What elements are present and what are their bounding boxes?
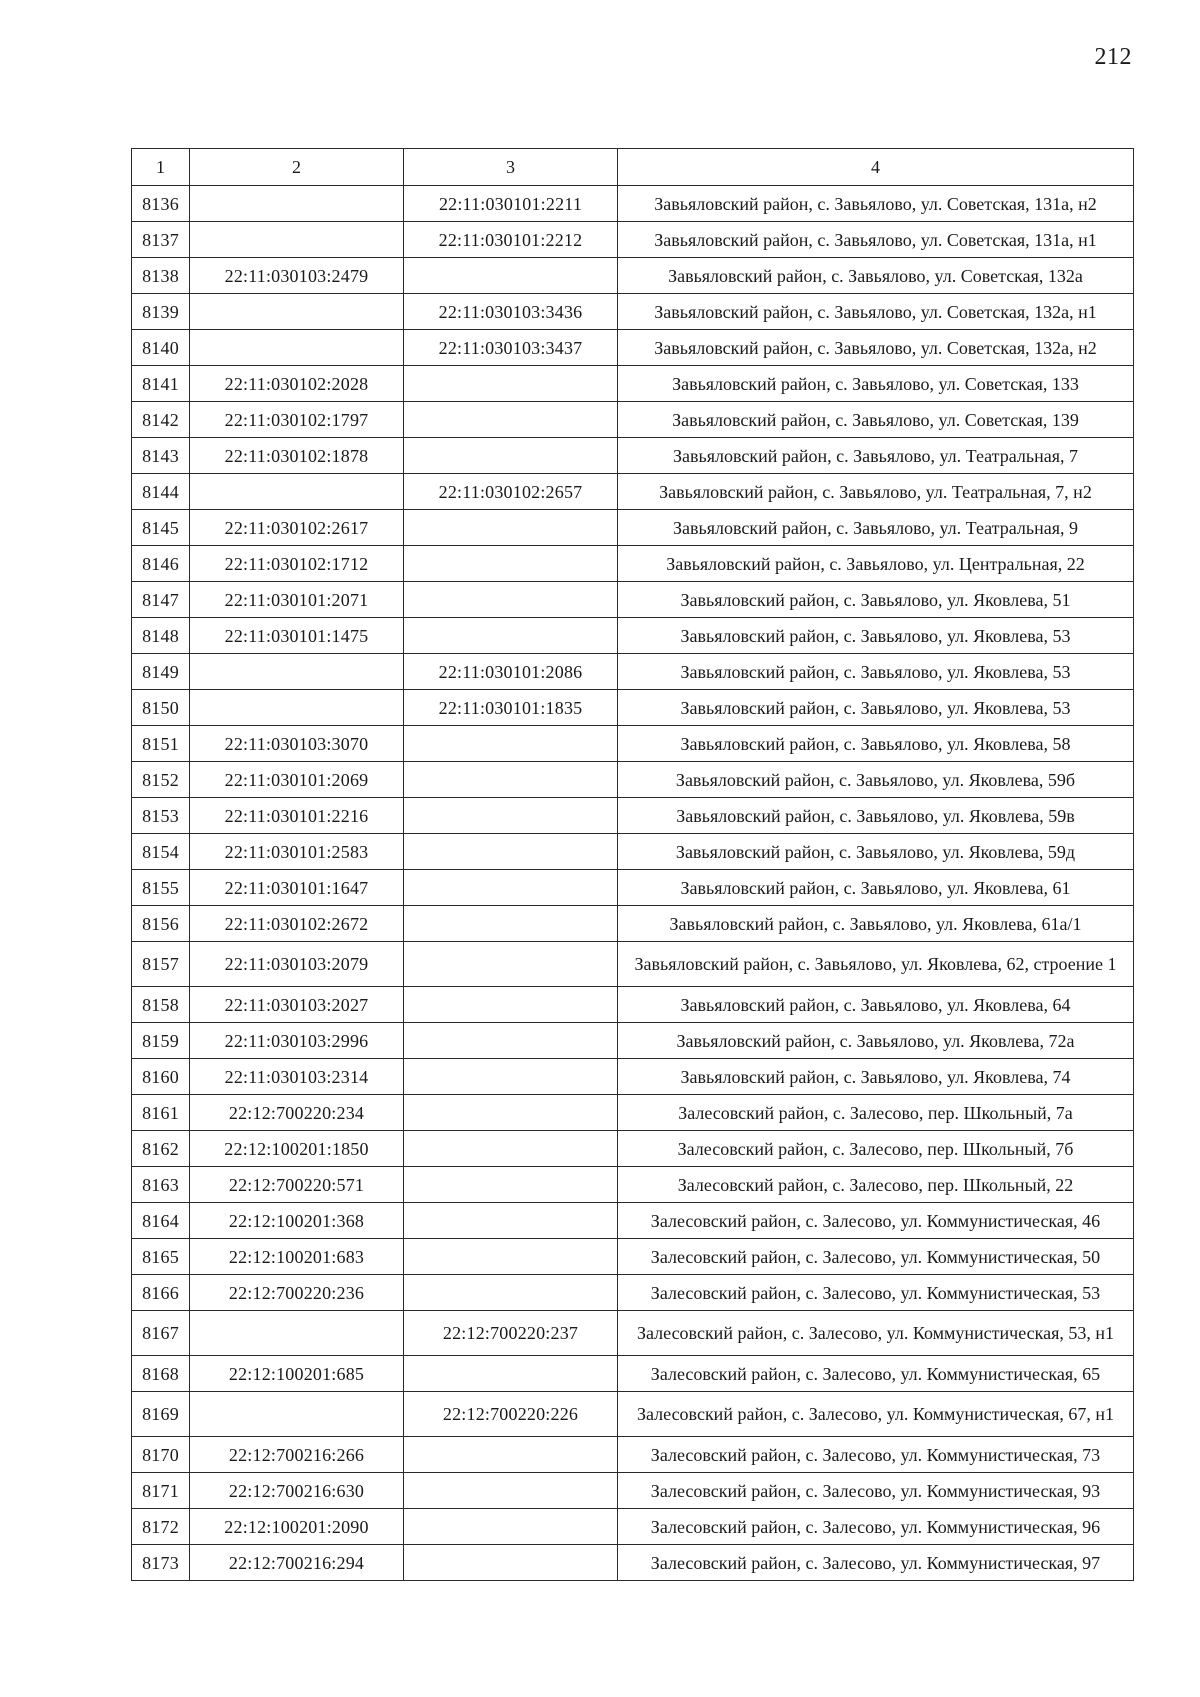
row-number-cell: 8158 [132,987,190,1023]
row-number-cell: 8138 [132,258,190,294]
cadastral-number-cell [190,186,404,222]
cadastral-number-cell: 22:12:700220:236 [190,1275,404,1311]
row-number-cell: 8165 [132,1239,190,1275]
address-cell: Завьяловский район, с. Завьялово, ул. Советская, 131а, н1 [618,222,1134,258]
address-cell: Залесовский район, с. Залесово, пер. Школьный, 7б [618,1131,1134,1167]
address-cell: Залесовский район, с. Залесово, ул. Коммунистическая, 73 [618,1437,1134,1473]
cadastral-number-alt-cell [404,1167,618,1203]
cadastral-number-alt-cell: 22:11:030103:3436 [404,294,618,330]
address-cell: Завьяловский район, с. Завьялово, ул. Советская, 132а [618,258,1134,294]
cadastral-number-alt-cell [404,1095,618,1131]
property-registry-table [131,148,1134,1581]
cadastral-number-alt-cell [404,1356,618,1392]
address-cell: Завьяловский район, с. Завьялово, ул. Яковлева, 59в [618,798,1134,834]
column-header-3: 3 [404,149,618,186]
cadastral-number-cell: 22:12:700216:294 [190,1545,404,1581]
row-number-cell: 8163 [132,1167,190,1203]
address-cell: Залесовский район, с. Залесово, пер. Школьный, 22 [618,1167,1134,1203]
table-row [132,438,1134,474]
table-row [132,546,1134,582]
table-row [132,1275,1134,1311]
cadastral-number-alt-cell [404,834,618,870]
address-cell: Завьяловский район, с. Завьялово, ул. Центральная, 22 [618,546,1134,582]
table-row [132,1473,1134,1509]
address-cell: Завьяловский район, с. Завьялово, ул. Яковлева, 51 [618,582,1134,618]
cadastral-number-cell: 22:11:030102:2028 [190,366,404,402]
address-cell: Завьяловский район, с. Завьялово, ул. Яковлева, 53 [618,618,1134,654]
cadastral-number-alt-cell: 22:12:700220:237 [404,1311,618,1356]
cadastral-number-cell: 22:12:100201:1850 [190,1131,404,1167]
cadastral-number-alt-cell: 22:11:030103:3437 [404,330,618,366]
cadastral-number-alt-cell [404,1239,618,1275]
row-number-cell: 8170 [132,1437,190,1473]
row-number-cell: 8137 [132,222,190,258]
cadastral-number-cell [190,654,404,690]
cadastral-number-cell: 22:11:030101:2216 [190,798,404,834]
cadastral-number-alt-cell [404,510,618,546]
address-cell: Завьяловский район, с. Завьялово, ул. Яковлева, 61а/1 [618,906,1134,942]
address-cell: Завьяловский район, с. Завьялово, ул. Театральная, 7 [618,438,1134,474]
row-number-cell: 8147 [132,582,190,618]
cadastral-number-cell: 22:11:030103:2027 [190,987,404,1023]
cadastral-number-alt-cell [404,402,618,438]
cadastral-number-cell: 22:11:030103:2079 [190,942,404,987]
column-header-2: 2 [190,149,404,186]
cadastral-number-cell: 22:11:030103:2314 [190,1059,404,1095]
row-number-cell: 8139 [132,294,190,330]
table-row [132,1392,1134,1437]
cadastral-number-cell [190,1392,404,1437]
cadastral-number-cell [190,474,404,510]
row-number-cell: 8169 [132,1392,190,1437]
row-number-cell: 8142 [132,402,190,438]
column-header-1: 1 [132,149,190,186]
cadastral-number-alt-cell [404,726,618,762]
cadastral-number-alt-cell [404,618,618,654]
cadastral-number-alt-cell: 22:11:030102:2657 [404,474,618,510]
cadastral-number-cell: 22:11:030102:1878 [190,438,404,474]
cadastral-number-cell: 22:12:700216:266 [190,1437,404,1473]
cadastral-number-alt-cell [404,1437,618,1473]
cadastral-number-cell [190,294,404,330]
cadastral-number-alt-cell [404,546,618,582]
table-row [132,1131,1134,1167]
address-cell: Завьяловский район, с. Завьялово, ул. Советская, 131а, н2 [618,186,1134,222]
cadastral-number-alt-cell [404,1203,618,1239]
address-cell: Завьяловский район, с. Завьялово, ул. Яковлева, 59б [618,762,1134,798]
cadastral-number-cell: 22:12:700216:630 [190,1473,404,1509]
address-cell: Залесовский район, с. Залесово, ул. Коммунистическая, 67, н1 [618,1392,1134,1437]
cadastral-number-alt-cell [404,1545,618,1581]
cadastral-number-alt-cell [404,1275,618,1311]
table-row [132,870,1134,906]
address-cell: Залесовский район, с. Залесово, ул. Коммунистическая, 93 [618,1473,1134,1509]
table-row [132,1545,1134,1581]
table-row [132,987,1134,1023]
address-cell: Завьяловский район, с. Завьялово, ул. Яковлева, 62, строение 1 [618,942,1134,987]
table-row [132,1203,1134,1239]
address-cell: Залесовский район, с. Залесово, ул. Коммунистическая, 97 [618,1545,1134,1581]
table-row [132,1437,1134,1473]
row-number-cell: 8140 [132,330,190,366]
row-number-cell: 8172 [132,1509,190,1545]
address-cell: Залесовский район, с. Залесово, пер. Школьный, 7а [618,1095,1134,1131]
table-row [132,906,1134,942]
cadastral-number-alt-cell [404,1509,618,1545]
cadastral-number-alt-cell [404,798,618,834]
cadastral-number-cell [190,222,404,258]
cadastral-number-cell: 22:11:030102:1712 [190,546,404,582]
address-cell: Залесовский район, с. Залесово, ул. Коммунистическая, 65 [618,1356,1134,1392]
table-header [132,149,1134,186]
cadastral-number-cell: 22:11:030102:2672 [190,906,404,942]
address-cell: Завьяловский район, с. Завьялово, ул. Театральная, 7, н2 [618,474,1134,510]
table-row [132,1059,1134,1095]
row-number-cell: 8149 [132,654,190,690]
table-row [132,942,1134,987]
cadastral-number-alt-cell [404,438,618,474]
table-row [132,1311,1134,1356]
row-number-cell: 8154 [132,834,190,870]
table-body [132,186,1134,1581]
address-cell: Завьяловский район, с. Завьялово, ул. Яковлева, 61 [618,870,1134,906]
cadastral-number-alt-cell [404,1023,618,1059]
table-row [132,1509,1134,1545]
cadastral-number-alt-cell [404,906,618,942]
row-number-cell: 8156 [132,906,190,942]
table-row [132,582,1134,618]
cadastral-number-alt-cell: 22:11:030101:2211 [404,186,618,222]
address-cell: Завьяловский район, с. Завьялово, ул. Яковлева, 53 [618,654,1134,690]
cadastral-number-cell [190,1311,404,1356]
cadastral-number-cell: 22:11:030101:1475 [190,618,404,654]
address-cell: Завьяловский район, с. Завьялово, ул. Яковлева, 74 [618,1059,1134,1095]
cadastral-number-cell [190,330,404,366]
row-number-cell: 8159 [132,1023,190,1059]
row-number-cell: 8168 [132,1356,190,1392]
cadastral-number-alt-cell: 22:11:030101:1835 [404,690,618,726]
table-row [132,654,1134,690]
cadastral-number-cell: 22:12:700220:571 [190,1167,404,1203]
cadastral-number-alt-cell [404,870,618,906]
table-row [132,1095,1134,1131]
address-cell: Залесовский район, с. Залесово, ул. Коммунистическая, 53 [618,1275,1134,1311]
cadastral-number-cell [190,690,404,726]
row-number-cell: 8136 [132,186,190,222]
cadastral-number-cell: 22:11:030102:1797 [190,402,404,438]
cadastral-number-cell: 22:12:100201:683 [190,1239,404,1275]
cadastral-number-alt-cell [404,762,618,798]
row-number-cell: 8150 [132,690,190,726]
cadastral-number-cell: 22:11:030101:2069 [190,762,404,798]
address-cell: Залесовский район, с. Залесово, ул. Коммунистическая, 46 [618,1203,1134,1239]
cadastral-number-alt-cell: 22:11:030101:2212 [404,222,618,258]
row-number-cell: 8162 [132,1131,190,1167]
row-number-cell: 8171 [132,1473,190,1509]
table-row [132,1167,1134,1203]
cadastral-number-alt-cell [404,582,618,618]
row-number-cell: 8164 [132,1203,190,1239]
address-cell: Залесовский район, с. Залесово, ул. Коммунистическая, 53, н1 [618,1311,1134,1356]
table-row [132,510,1134,546]
row-number-cell: 8160 [132,1059,190,1095]
column-header-4: 4 [618,149,1134,186]
cadastral-number-cell: 22:11:030102:2617 [190,510,404,546]
row-number-cell: 8173 [132,1545,190,1581]
row-number-cell: 8151 [132,726,190,762]
address-cell: Завьяловский район, с. Завьялово, ул. Советская, 133 [618,366,1134,402]
cadastral-number-cell: 22:12:700220:234 [190,1095,404,1131]
row-number-cell: 8167 [132,1311,190,1356]
row-number-cell: 8152 [132,762,190,798]
row-number-cell: 8153 [132,798,190,834]
address-cell: Завьяловский район, с. Завьялово, ул. Советская, 139 [618,402,1134,438]
row-number-cell: 8166 [132,1275,190,1311]
cadastral-number-alt-cell [404,1473,618,1509]
table-row [132,474,1134,510]
cadastral-number-alt-cell [404,942,618,987]
address-cell: Завьяловский район, с. Завьялово, ул. Театральная, 9 [618,510,1134,546]
cadastral-number-cell: 22:12:100201:368 [190,1203,404,1239]
table-row [132,366,1134,402]
row-number-cell: 8155 [132,870,190,906]
table-row [132,618,1134,654]
address-cell: Завьяловский район, с. Завьялово, ул. Яковлева, 58 [618,726,1134,762]
cadastral-number-alt-cell [404,1059,618,1095]
address-cell: Завьяловский район, с. Завьялово, ул. Советская, 132а, н1 [618,294,1134,330]
table-row [132,1023,1134,1059]
table-row [132,258,1134,294]
cadastral-number-cell: 22:11:030103:3070 [190,726,404,762]
address-cell: Завьяловский район, с. Завьялово, ул. Яковлева, 53 [618,690,1134,726]
row-number-cell: 8145 [132,510,190,546]
cadastral-number-cell: 22:11:030101:2583 [190,834,404,870]
table-row [132,294,1134,330]
header-row [132,149,1134,186]
table-row [132,834,1134,870]
row-number-cell: 8161 [132,1095,190,1131]
address-cell: Залесовский район, с. Залесово, ул. Коммунистическая, 96 [618,1509,1134,1545]
address-cell: Завьяловский район, с. Завьялово, ул. Яковлева, 59д [618,834,1134,870]
table-row [132,762,1134,798]
row-number-cell: 8157 [132,942,190,987]
row-number-cell: 8146 [132,546,190,582]
row-number-cell: 8141 [132,366,190,402]
table-row [132,690,1134,726]
row-number-cell: 8143 [132,438,190,474]
cadastral-number-cell: 22:12:100201:2090 [190,1509,404,1545]
table-row [132,402,1134,438]
address-cell: Завьяловский район, с. Завьялово, ул. Яковлева, 64 [618,987,1134,1023]
address-cell: Завьяловский район, с. Завьялово, ул. Советская, 132а, н2 [618,330,1134,366]
cadastral-number-alt-cell: 22:11:030101:2086 [404,654,618,690]
cadastral-number-cell: 22:11:030103:2479 [190,258,404,294]
address-cell: Завьяловский район, с. Завьялово, ул. Яковлева, 72а [618,1023,1134,1059]
cadastral-number-cell: 22:11:030101:2071 [190,582,404,618]
row-number-cell: 8148 [132,618,190,654]
cadastral-number-alt-cell [404,1131,618,1167]
table-row [132,726,1134,762]
table-row [132,1356,1134,1392]
cadastral-number-alt-cell: 22:12:700220:226 [404,1392,618,1437]
cadastral-number-alt-cell [404,258,618,294]
address-cell: Залесовский район, с. Залесово, ул. Коммунистическая, 50 [618,1239,1134,1275]
table-row [132,1239,1134,1275]
cadastral-number-alt-cell [404,366,618,402]
table-row [132,798,1134,834]
cadastral-number-cell: 22:12:100201:685 [190,1356,404,1392]
cadastral-number-cell: 22:11:030103:2996 [190,1023,404,1059]
table-row [132,186,1134,222]
page-number: 212 [1094,44,1132,70]
row-number-cell: 8144 [132,474,190,510]
table-row [132,222,1134,258]
cadastral-number-alt-cell [404,987,618,1023]
cadastral-number-cell: 22:11:030101:1647 [190,870,404,906]
table-row [132,330,1134,366]
